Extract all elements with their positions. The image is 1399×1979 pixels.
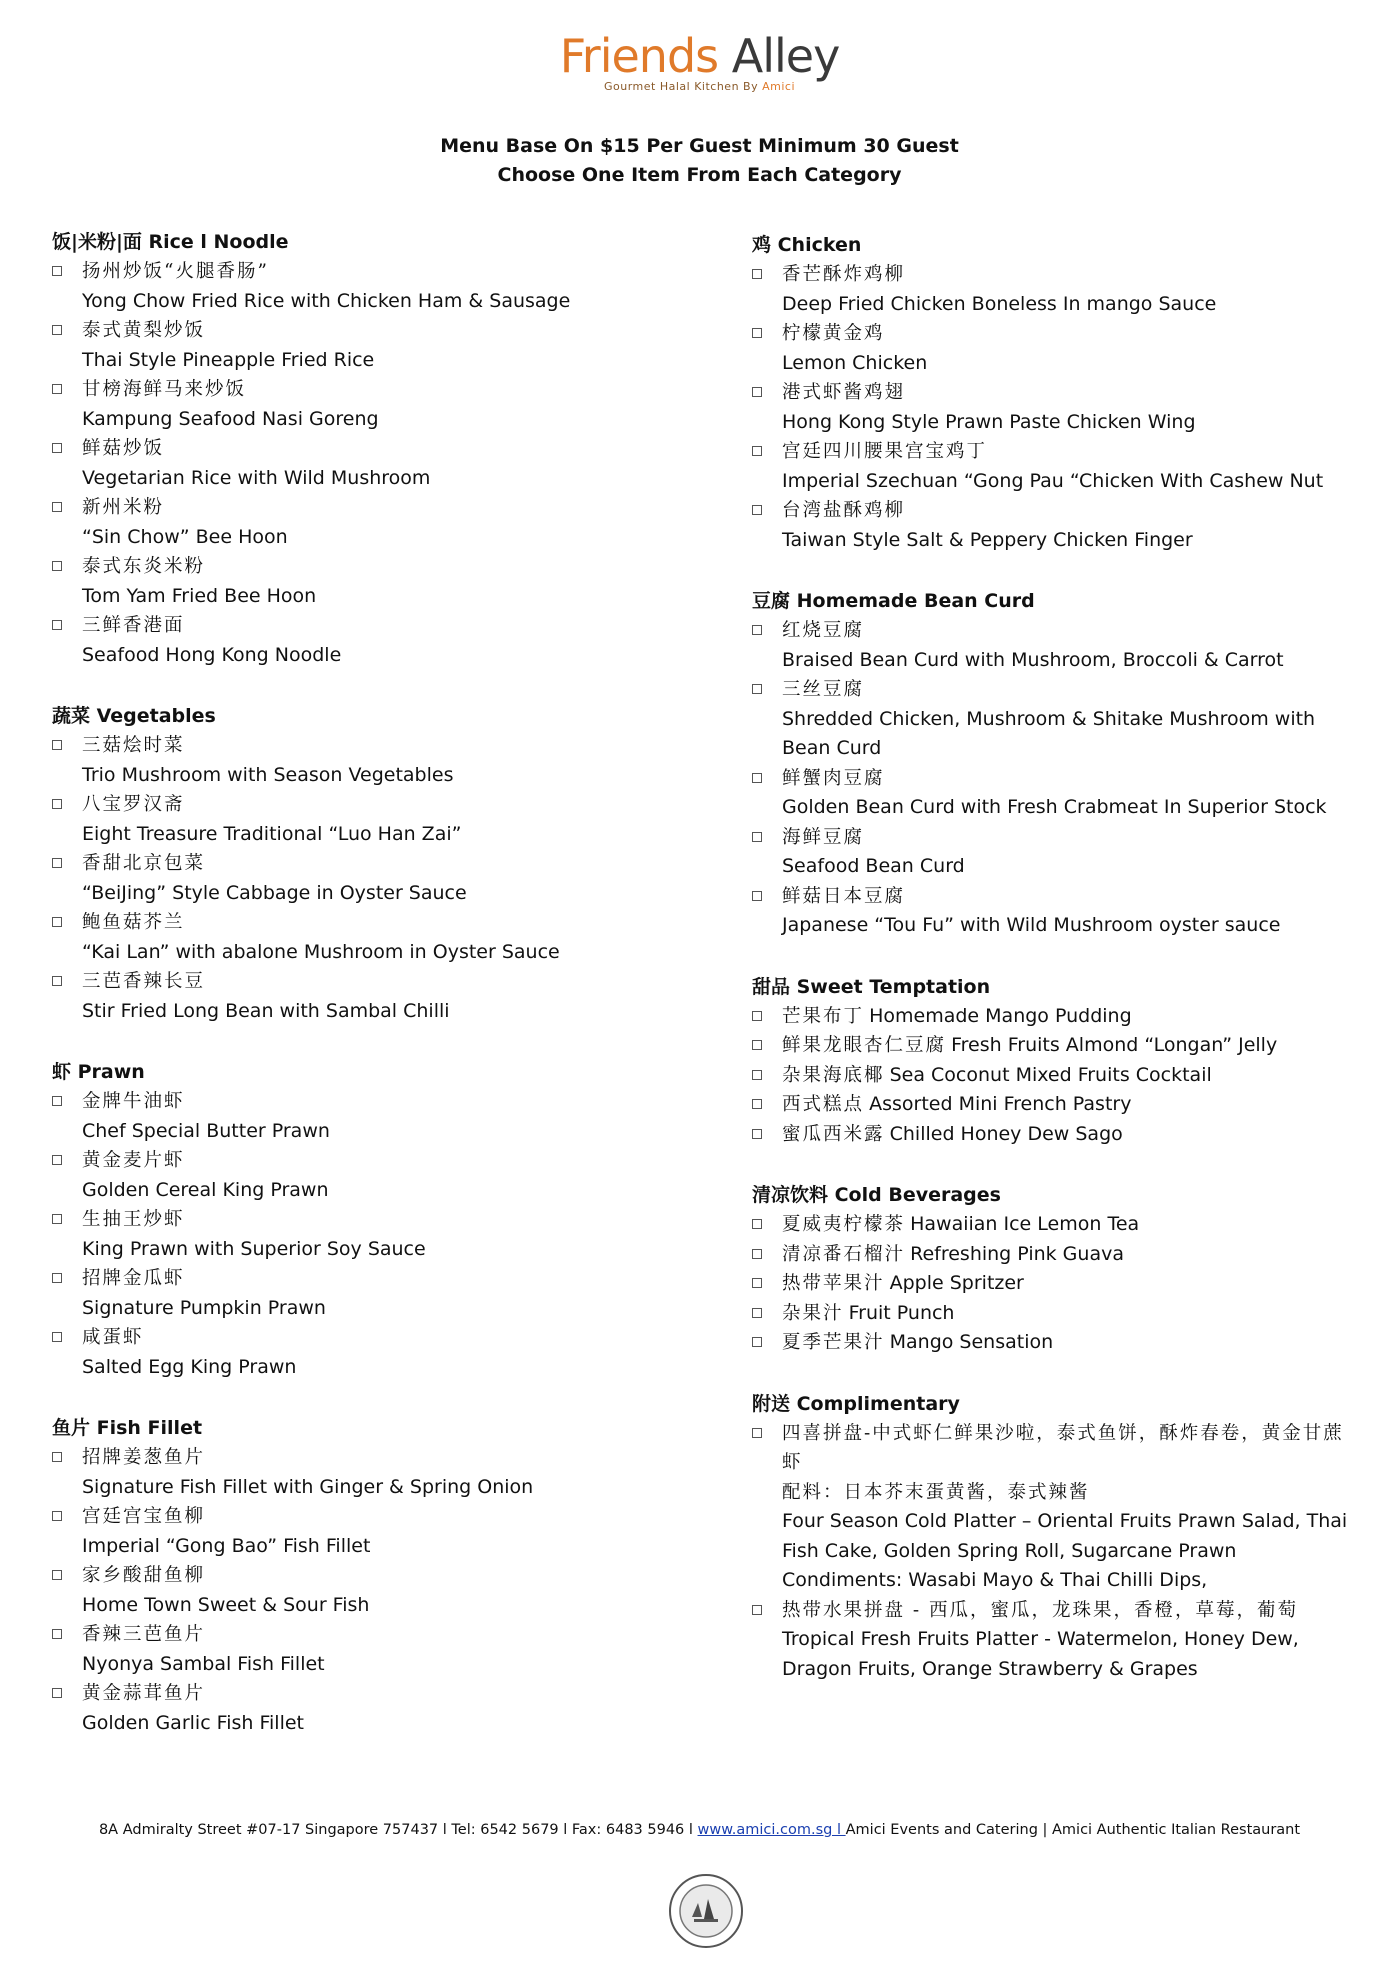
item-english-name: Shredded Chicken, Mushroom & Shitake Mushroom with Bean Curd xyxy=(782,707,1316,759)
menu-item xyxy=(752,882,1362,941)
item-text xyxy=(82,316,702,375)
item-english-name: Fresh Fruits Almond “Longan” Jelly xyxy=(951,1034,1278,1056)
menu-item xyxy=(752,1210,1362,1240)
item-english-name: Sea Coconut Mixed Fruits Cocktail xyxy=(889,1063,1212,1086)
menu-item xyxy=(52,1323,702,1382)
menu-item xyxy=(52,493,702,552)
item-checkbox[interactable] xyxy=(752,446,762,456)
item-checkbox[interactable] xyxy=(752,328,762,338)
item-text xyxy=(782,675,1362,764)
menu-item xyxy=(752,1299,1362,1329)
menu-item xyxy=(52,1620,702,1679)
menu-item xyxy=(52,1679,702,1738)
item-text xyxy=(82,552,702,611)
item-checkbox[interactable] xyxy=(52,384,62,394)
item-chinese-name: 香辣三芭鱼片 xyxy=(82,1624,206,1645)
item-checkbox[interactable] xyxy=(752,684,762,694)
item-checkbox[interactable] xyxy=(52,799,62,809)
menu-section xyxy=(52,701,702,1026)
item-checkbox[interactable] xyxy=(752,1337,762,1347)
logo-tagline-text: Gourmet Halal Kitchen By xyxy=(603,80,763,93)
item-checkbox[interactable] xyxy=(752,1099,762,1109)
menu-item xyxy=(752,823,1362,882)
item-checkbox[interactable] xyxy=(752,625,762,635)
item-checkbox[interactable] xyxy=(752,773,762,783)
item-checkbox[interactable] xyxy=(52,620,62,630)
item-english-name: Signature Pumpkin Prawn xyxy=(82,1296,326,1319)
item-chinese-name: 热带水果拼盘 - 西瓜，蜜瓜，龙珠果，香橙，草莓，葡萄 xyxy=(782,1599,1299,1621)
item-text xyxy=(82,849,702,908)
item-chinese-name: 鲜蟹肉豆腐 xyxy=(782,767,885,789)
item-english-name: Japanese “Tou Fu” with Wild Mushroom oyster sauce xyxy=(782,914,1281,936)
item-text xyxy=(782,437,1362,496)
item-text xyxy=(782,1419,1362,1596)
item-chinese-name: 宫廷宫宝鱼柳 xyxy=(82,1506,206,1527)
item-english-name: Four Season Cold Platter – Oriental Fruits Prawn Salad, Thai Fish Cake, Golden Spring Roll, Sugarcane Prawn Condiments: Wasabi Mayo & Thai Chilli Dips, xyxy=(782,1510,1348,1591)
menu-item xyxy=(752,260,1362,319)
item-checkbox[interactable] xyxy=(52,1511,62,1521)
item-text xyxy=(82,1323,702,1382)
menu-header-line2: Choose One Item From Each Category xyxy=(497,164,902,186)
item-chinese-name: 清凉番石榴汁 xyxy=(782,1243,906,1265)
item-checkbox[interactable] xyxy=(752,832,762,842)
item-english-name: Braised Bean Curd with Mushroom, Broccoli & Carrot xyxy=(782,648,1284,671)
item-chinese-name: 黄金麦片虾 xyxy=(82,1150,185,1171)
menu-section xyxy=(752,1389,1362,1685)
section-title: 附送 Complimentary xyxy=(752,1392,960,1415)
item-checkbox[interactable] xyxy=(52,1273,62,1283)
item-line xyxy=(782,1002,1362,1032)
menu-item xyxy=(52,908,702,967)
item-chinese-name: 咸蛋虾 xyxy=(82,1327,144,1348)
item-text xyxy=(82,1205,702,1264)
item-chinese-name: 金牌牛油虾 xyxy=(82,1091,185,1112)
menu-item xyxy=(752,437,1362,496)
item-line xyxy=(782,1269,1362,1299)
menu-item xyxy=(752,1120,1362,1150)
item-checkbox[interactable] xyxy=(52,325,62,335)
footer-rest: Amici Events and Catering | Amici Authentic Italian Restaurant xyxy=(845,1822,1301,1838)
item-text xyxy=(782,1240,1362,1270)
item-text xyxy=(782,496,1362,555)
item-checkbox[interactable] xyxy=(52,502,62,512)
item-english-name: Tom Yam Fried Bee Hoon xyxy=(82,584,317,607)
menu-header xyxy=(0,132,1399,190)
item-line xyxy=(782,1090,1362,1120)
item-checkbox[interactable] xyxy=(52,1096,62,1106)
item-chinese-name: 招牌金瓜虾 xyxy=(82,1268,185,1289)
item-english-name: Stir Fried Long Bean with Sambal Chilli xyxy=(82,999,450,1022)
item-english-name: Assorted Mini French Pastry xyxy=(869,1093,1132,1115)
item-checkbox[interactable] xyxy=(752,1219,762,1229)
item-chinese-name: 西式糕点 xyxy=(782,1094,865,1115)
item-chinese-name: 杂果海底椰 xyxy=(782,1064,885,1086)
menu-section xyxy=(752,1180,1362,1358)
item-checkbox[interactable] xyxy=(52,917,62,927)
item-checkbox[interactable] xyxy=(752,1605,762,1615)
item-english-name: Hawaiian Ice Lemon Tea xyxy=(910,1213,1140,1235)
item-chinese-name: 生抽王炒虾 xyxy=(82,1209,185,1230)
item-english-name: Trio Mushroom with Season Vegetables xyxy=(82,763,454,786)
item-text xyxy=(82,908,702,967)
menu-section xyxy=(752,230,1362,555)
menu-item xyxy=(52,731,702,790)
section-title: 鸡 Chicken xyxy=(752,234,862,256)
menu-item xyxy=(752,1269,1362,1299)
section-title: 虾 Prawn xyxy=(52,1061,145,1083)
item-text xyxy=(782,1031,1362,1061)
menu-item xyxy=(752,1061,1362,1091)
menu-item xyxy=(752,1240,1362,1270)
menu-header-line1: Menu Base On $15 Per Guest Minimum 30 Guest xyxy=(440,135,959,157)
section-title: 蔬菜 Vegetables xyxy=(52,705,216,727)
menu-section xyxy=(52,1057,702,1382)
item-chinese-name: 夏季芒果汁 xyxy=(782,1332,885,1353)
item-text xyxy=(82,1264,702,1323)
item-english-name: Kampung Seafood Nasi Goreng xyxy=(82,407,379,430)
menu-item xyxy=(752,1596,1362,1685)
footer-website-link[interactable]: www.amici.com.sg l xyxy=(697,1822,846,1838)
menu-item xyxy=(52,790,702,849)
item-english-name: “BeiJing” Style Cabbage in Oyster Sauce xyxy=(82,881,467,904)
item-english-name: Golden Cereal King Prawn xyxy=(82,1178,329,1201)
item-english-name: Golden Bean Curd with Fresh Crabmeat In Superior Stock xyxy=(782,796,1327,818)
logo-word-friends: Friends xyxy=(559,29,719,83)
section-title: 饭|米粉|面 Rice l Noodle xyxy=(52,231,289,253)
item-text xyxy=(82,434,702,493)
item-chinese-name: 泰式黄梨炒饭 xyxy=(82,320,206,341)
item-english-name: Eight Treasure Traditional “Luo Han Zai” xyxy=(82,822,462,845)
menu-item xyxy=(752,675,1362,764)
item-english-name: Mango Sensation xyxy=(889,1331,1054,1353)
item-chinese-name: 三鲜香港面 xyxy=(82,615,185,636)
item-text xyxy=(782,1002,1362,1032)
item-english-name: Chef Special Butter Prawn xyxy=(82,1119,330,1142)
logo-word-alley: Alley xyxy=(731,29,840,83)
footer-address: 8A Admiralty Street #07-17 Singapore 757437 l Tel: 6542 5679 l Fax: 6483 5946 l xyxy=(98,1822,698,1838)
item-chinese-name: 鲜菇炒饭 xyxy=(82,438,165,459)
item-chinese-name: 黄金蒜茸鱼片 xyxy=(82,1683,206,1704)
item-english-name: Fruit Punch xyxy=(848,1301,955,1324)
item-checkbox[interactable] xyxy=(52,1452,62,1462)
menu-section xyxy=(52,227,702,670)
item-line xyxy=(782,1031,1362,1061)
logo-tagline xyxy=(0,80,1399,93)
item-english-name: Taiwan Style Salt & Peppery Chicken Finger xyxy=(782,528,1193,551)
item-line xyxy=(782,1061,1362,1091)
item-checkbox[interactable] xyxy=(752,1249,762,1259)
item-text xyxy=(782,1269,1362,1299)
item-english-name: Yong Chow Fried Rice with Chicken Ham & Sausage xyxy=(82,289,571,312)
footer xyxy=(0,1822,1399,1838)
item-line xyxy=(782,1328,1362,1358)
item-english-name: Salted Egg King Prawn xyxy=(82,1355,297,1378)
menu-item xyxy=(52,375,702,434)
menu-item xyxy=(52,849,702,908)
item-text xyxy=(82,375,702,434)
item-chinese-name: 三菇烩时菜 xyxy=(82,735,185,756)
item-chinese-name: 八宝罗汉斋 xyxy=(82,794,185,815)
menu-section xyxy=(752,586,1362,941)
item-line xyxy=(782,1299,1362,1329)
item-text xyxy=(82,790,702,849)
item-text xyxy=(782,1061,1362,1091)
menu-item xyxy=(752,1002,1362,1032)
item-text xyxy=(782,823,1362,882)
menu-item xyxy=(52,1502,702,1561)
menu-item xyxy=(52,316,702,375)
item-text xyxy=(82,1443,702,1502)
item-text xyxy=(82,1087,702,1146)
section-title: 甜品 Sweet Temptation xyxy=(752,975,991,998)
item-english-name: Golden Garlic Fish Fillet xyxy=(82,1711,305,1734)
item-english-name: Apple Spritzer xyxy=(889,1272,1024,1294)
item-text xyxy=(82,1620,702,1679)
left-column xyxy=(52,227,702,1769)
menu-item xyxy=(752,378,1362,437)
item-checkbox[interactable] xyxy=(752,1070,762,1080)
item-chinese-name: 杂果汁 xyxy=(782,1302,844,1324)
item-checkbox[interactable] xyxy=(52,1688,62,1698)
item-checkbox[interactable] xyxy=(52,266,62,276)
item-chinese-name: 夏威夷柠檬茶 xyxy=(782,1214,906,1235)
item-english-name: Lemon Chicken xyxy=(782,351,928,374)
item-checkbox[interactable] xyxy=(52,1570,62,1580)
menu-item xyxy=(52,611,702,670)
item-english-name: Refreshing Pink Guava xyxy=(910,1242,1124,1265)
item-chinese-name: 台湾盐酥鸡柳 xyxy=(782,500,906,521)
item-checkbox[interactable] xyxy=(752,1278,762,1288)
item-chinese-name: 家乡酸甜鱼柳 xyxy=(82,1565,206,1586)
item-english-name: Home Town Sweet & Sour Fish xyxy=(82,1593,370,1616)
item-text xyxy=(82,967,702,1026)
menu-item xyxy=(752,1328,1362,1358)
item-text xyxy=(782,1299,1362,1329)
item-text xyxy=(82,1146,702,1205)
item-chinese-name: 海鲜豆腐 xyxy=(782,826,865,848)
item-english-name: King Prawn with Superior Soy Sauce xyxy=(82,1237,426,1260)
item-checkbox[interactable] xyxy=(752,1129,762,1139)
section-title: 鱼片 Fish Fillet xyxy=(52,1417,203,1439)
item-checkbox[interactable] xyxy=(52,443,62,453)
item-chinese-name: 鲜菇日本豆腐 xyxy=(782,885,906,907)
item-checkbox[interactable] xyxy=(752,387,762,397)
item-english-name: Signature Fish Fillet with Ginger & Spring Onion xyxy=(82,1475,534,1498)
item-checkbox[interactable] xyxy=(52,1332,62,1342)
item-english-name: Vegetarian Rice with Wild Mushroom xyxy=(82,466,431,489)
section-title: 清凉饮料 Cold Beverages xyxy=(752,1184,1001,1206)
item-text xyxy=(82,1561,702,1620)
item-chinese-name: 四喜拼盘-中式虾仁鲜果沙啦，泰式鱼饼，酥炸春卷，黄金甘蔗虾 xyxy=(782,1422,1344,1473)
item-chinese-name: 泰式东炎米粉 xyxy=(82,556,206,577)
menu-item xyxy=(52,1443,702,1502)
menu-section xyxy=(752,972,1362,1150)
item-english-name: Nyonya Sambal Fish Fillet xyxy=(82,1652,325,1675)
item-text xyxy=(82,1502,702,1561)
item-chinese-name: 芒果布丁 xyxy=(782,1005,865,1027)
halal-seal-logo xyxy=(668,1873,744,1949)
menu-item xyxy=(52,434,702,493)
section-title: 豆腐 Homemade Bean Curd xyxy=(752,590,1035,612)
item-chinese-name: 三芭香辣长豆 xyxy=(82,971,206,992)
item-chinese-name: 扬州炒饭“火腿香肠” xyxy=(82,261,269,282)
menu-item xyxy=(52,1561,702,1620)
item-chinese-name: 柠檬黄金鸡 xyxy=(782,323,885,344)
item-english-name: Seafood Bean Curd xyxy=(782,855,965,877)
item-text xyxy=(782,1120,1362,1150)
item-line xyxy=(782,1120,1362,1150)
item-checkbox[interactable] xyxy=(752,269,762,279)
item-chinese-name: 宫廷四川腰果宫宝鸡丁 xyxy=(782,441,988,462)
item-text xyxy=(782,882,1362,941)
menu-item xyxy=(52,967,702,1026)
item-text xyxy=(82,1679,702,1738)
item-english-name: “Sin Chow” Bee Hoon xyxy=(82,525,288,548)
menu-item xyxy=(752,496,1362,555)
item-checkbox[interactable] xyxy=(752,1428,762,1438)
item-text xyxy=(782,1596,1362,1685)
item-chinese-name: 香芒酥炸鸡柳 xyxy=(782,264,906,285)
item-english-name: Thai Style Pineapple Fried Rice xyxy=(82,348,375,371)
item-checkbox[interactable] xyxy=(752,1011,762,1021)
item-english-name: Seafood Hong Kong Noodle xyxy=(82,643,342,666)
item-text xyxy=(782,1210,1362,1240)
item-checkbox[interactable] xyxy=(752,505,762,515)
menu-item xyxy=(52,1146,702,1205)
item-text xyxy=(782,319,1362,378)
item-chinese-name: 鲍鱼菇芥兰 xyxy=(82,912,185,933)
item-chinese-name: 招牌姜葱鱼片 xyxy=(82,1447,206,1468)
item-checkbox[interactable] xyxy=(52,561,62,571)
item-english-name: Imperial Szechuan “Gong Pau “Chicken With Cashew Nut xyxy=(782,469,1324,492)
item-text xyxy=(782,616,1362,675)
item-line xyxy=(782,1210,1362,1240)
item-text xyxy=(782,1090,1362,1120)
item-chinese-name: 热带苹果汁 xyxy=(782,1273,885,1294)
item-chinese-name: 甘榜海鲜马来炒饭 xyxy=(82,379,247,400)
logo-title xyxy=(0,30,1399,82)
item-checkbox[interactable] xyxy=(52,1155,62,1165)
item-text xyxy=(782,764,1362,823)
item-chinese-name: 三丝豆腐 xyxy=(782,679,865,700)
item-line xyxy=(782,1240,1362,1270)
item-chinese-condiments: 配料：日本芥末蛋黄酱，泰式辣酱 xyxy=(782,1481,1090,1503)
menu-item xyxy=(52,1264,702,1323)
item-english-name: Chilled Honey Dew Sago xyxy=(889,1122,1123,1145)
item-checkbox[interactable] xyxy=(52,858,62,868)
menu-item xyxy=(752,1031,1362,1061)
menu-item xyxy=(752,764,1362,823)
item-english-name: Hong Kong Style Prawn Paste Chicken Wing xyxy=(782,410,1196,433)
menu-item xyxy=(52,1205,702,1264)
item-checkbox[interactable] xyxy=(52,976,62,986)
item-chinese-name: 港式虾酱鸡翅 xyxy=(782,382,906,403)
item-checkbox[interactable] xyxy=(752,891,762,901)
item-english-name: Homemade Mango Pudding xyxy=(869,1004,1132,1027)
item-text xyxy=(82,731,702,790)
item-text xyxy=(782,378,1362,437)
menu-item xyxy=(752,319,1362,378)
item-chinese-name: 蜜瓜西米露 xyxy=(782,1123,885,1145)
item-text xyxy=(782,260,1362,319)
item-english-name: Tropical Fresh Fruits Platter - Watermelon, Honey Dew, Dragon Fruits, Orange Strawberry & Grapes xyxy=(782,1628,1299,1680)
menu-item xyxy=(752,1090,1362,1120)
logo-tagline-brand: Amici xyxy=(762,80,795,93)
item-text xyxy=(82,257,702,316)
menu-item xyxy=(52,257,702,316)
menu-item xyxy=(752,1419,1362,1596)
item-english-name: “Kai Lan” with abalone Mushroom in Oyster Sauce xyxy=(82,940,560,963)
menu-item xyxy=(752,616,1362,675)
menu-item xyxy=(52,552,702,611)
item-text xyxy=(782,1328,1362,1358)
item-text xyxy=(82,611,702,670)
item-checkbox[interactable] xyxy=(52,1214,62,1224)
item-checkbox[interactable] xyxy=(752,1040,762,1050)
logo xyxy=(0,30,1399,93)
item-text xyxy=(82,493,702,552)
item-checkbox[interactable] xyxy=(52,740,62,750)
item-chinese-name: 香甜北京包菜 xyxy=(82,853,206,874)
item-checkbox[interactable] xyxy=(752,1308,762,1318)
item-checkbox[interactable] xyxy=(52,1629,62,1639)
menu-item xyxy=(52,1087,702,1146)
right-column xyxy=(752,230,1362,1715)
item-chinese-name: 新州米粉 xyxy=(82,497,165,518)
item-english-name: Deep Fried Chicken Boneless In mango Sauce xyxy=(782,292,1217,315)
item-chinese-name: 鲜果龙眼杏仁豆腐 xyxy=(782,1035,947,1056)
item-english-name: Imperial “Gong Bao” Fish Fillet xyxy=(82,1534,371,1557)
menu-section xyxy=(52,1413,702,1738)
item-chinese-name: 红烧豆腐 xyxy=(782,620,865,641)
